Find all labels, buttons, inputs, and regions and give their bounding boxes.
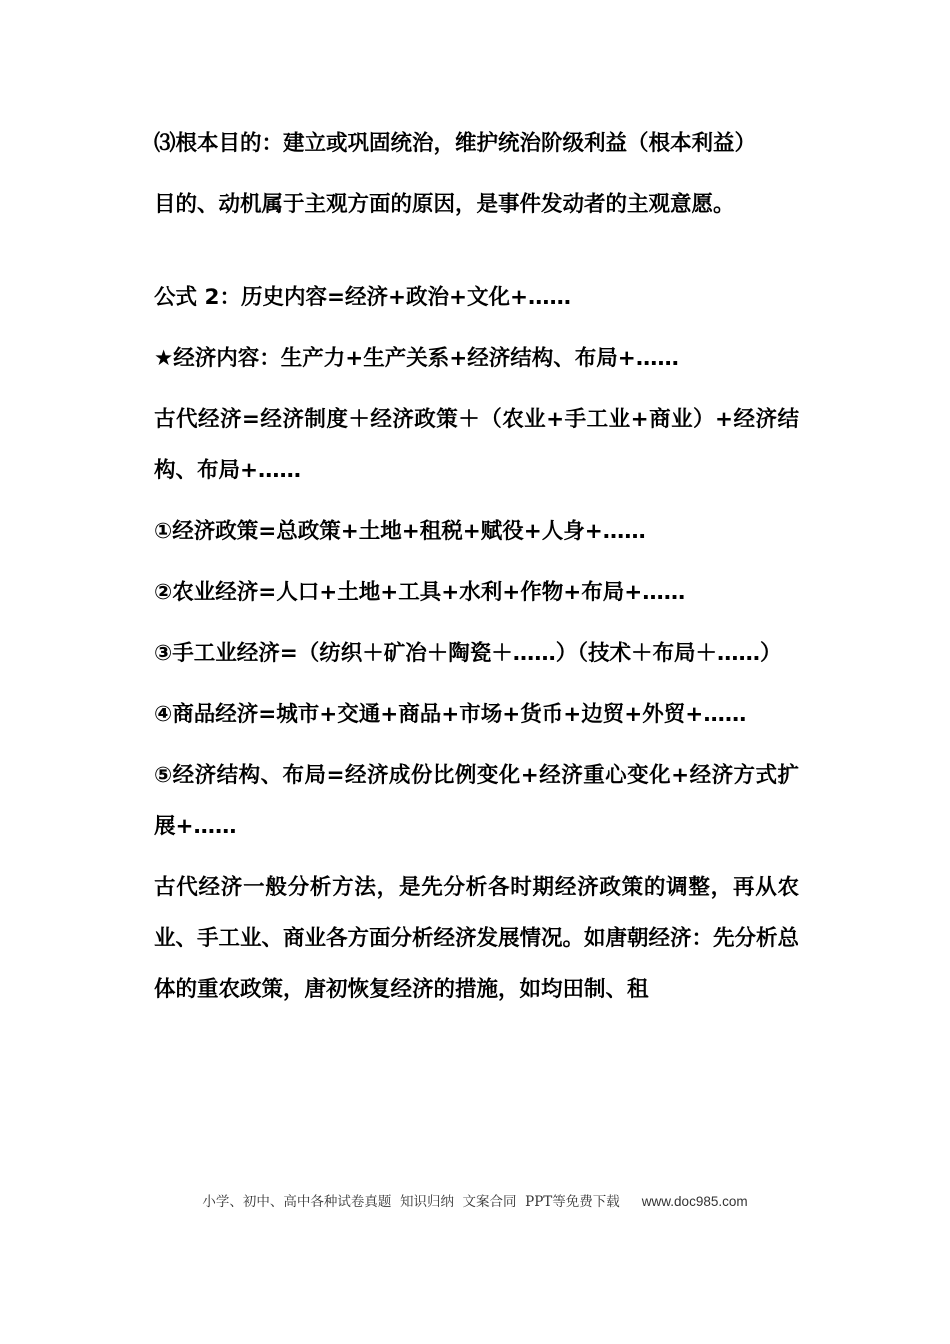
paragraph-commodity: ④商品经济=城市+交通+商品+市场+货币+边贸+外贸+…… — [154, 702, 747, 727]
paragraph-fundamental-purpose: ⑶根本目的：建立或巩固统治，维护统治阶级利益（根本利益） — [154, 131, 757, 156]
paragraph-motive-note: 目的、动机属于主观方面的原因，是事件发动者的主观意愿。 — [154, 192, 735, 217]
paragraph-agriculture: ②农业经济=人口+土地+工具+水利+作物+布局+…… — [154, 580, 686, 605]
footer-site-link[interactable]: www.doc985.com — [641, 1194, 748, 1209]
paragraph-economic-content: ★经济内容：生产力+生产关系+经济结构、布局+…… — [154, 346, 679, 371]
paragraph-handicraft: ③手工业经济=（纺织＋矿冶＋陶瓷＋……）（技术＋布局＋……） — [154, 641, 782, 666]
page-footer — [0, 1190, 950, 1210]
document-body — [154, 118, 799, 1025]
paragraph-formula-2: 公式 2：历史内容=经济+政治+文化+…… — [154, 285, 572, 310]
paragraph-economic-policy: ①经济政策=总政策+土地+租税+赋役+人身+…… — [154, 519, 646, 544]
paragraph-ancient-economy: 古代经济=经济制度＋经济政策＋（农业+手工业+商业）+经济结构、布局+…… — [154, 407, 799, 483]
footer-text: 小学、初中、高中各种试卷真题 知识归纳 文案合同 PPT等免费下载 — [202, 1194, 620, 1210]
paragraph-structure-layout: ⑤经济结构、布局=经济成份比例变化+经济重心变化+经济方式扩展+…… — [154, 763, 799, 839]
paragraph-analysis-method: 古代经济一般分析方法，是先分析各时期经济政策的调整，再从农业、手工业、商业各方面分析经济发展情况。如唐朝经济：先分析总体的重农政策，唐初恢复经济的措施，如均田制、租 — [154, 875, 800, 1002]
